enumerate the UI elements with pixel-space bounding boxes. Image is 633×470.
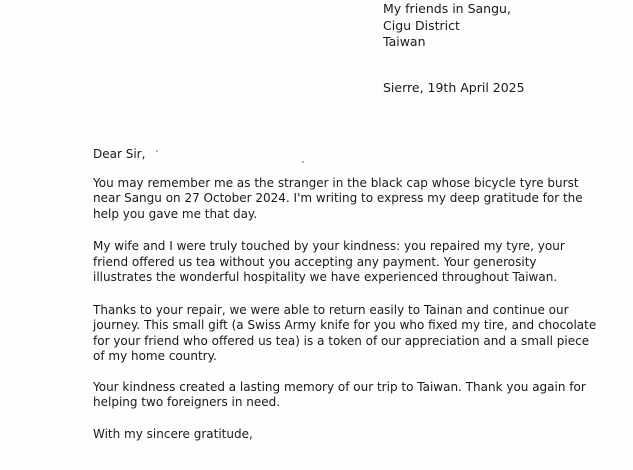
recipient-address bbox=[383, 1, 511, 51]
paragraph bbox=[93, 239, 565, 286]
address-line-3: Taiwan bbox=[383, 34, 426, 49]
address-line-2: Cigu District bbox=[383, 17, 460, 33]
place-and-date: Sierre, 19th April 2025 bbox=[383, 80, 525, 95]
paragraph-line: friend offered us tea without you accepting any payment. Your generosity bbox=[93, 254, 537, 269]
address-line-1: My friends in Sangu, bbox=[383, 1, 511, 16]
letter-body bbox=[93, 147, 597, 442]
paragraph-line: illustrates the wonderful hospitality we have experienced throughout Taiwan. bbox=[93, 270, 558, 284]
salutation: Dear Sir, bbox=[93, 147, 146, 161]
paragraph-line: Your kindness created a lasting memory of our trip to Taiwan. Thank you again for bbox=[93, 379, 586, 394]
closing: With my sincere gratitude, bbox=[93, 426, 253, 441]
paragraph-line: help you gave me that day. bbox=[93, 206, 258, 221]
paragraph bbox=[93, 175, 583, 223]
paragraph bbox=[93, 379, 586, 411]
scan-speck bbox=[302, 161, 304, 163]
paragraph-line: My wife and I were truly touched by your kindness: you repaired my tyre, your bbox=[93, 239, 565, 253]
paragraph-line: near Sangu on 27 October 2024. I'm writing to express my deep gratitude for the bbox=[93, 191, 583, 205]
paragraph bbox=[93, 302, 597, 365]
paragraph-line: helping two foreigners in need. bbox=[93, 395, 281, 409]
paragraph-line: You may remember me as the stranger in the black cap whose bicycle tyre burst bbox=[93, 175, 579, 190]
paragraph-line: journey. This small gift (a Swiss Army knife for you who fixed my tire, and chocolate bbox=[93, 318, 597, 332]
paragraph-line: for your friend who offered us tea) is a token of our appreciation and a small piece bbox=[93, 333, 590, 348]
paragraph-line: of my home country. bbox=[93, 349, 217, 363]
paragraph-line: Thanks to your repair, we were able to return easily to Tainan and continue our bbox=[93, 302, 569, 317]
scan-speck bbox=[156, 150, 158, 152]
